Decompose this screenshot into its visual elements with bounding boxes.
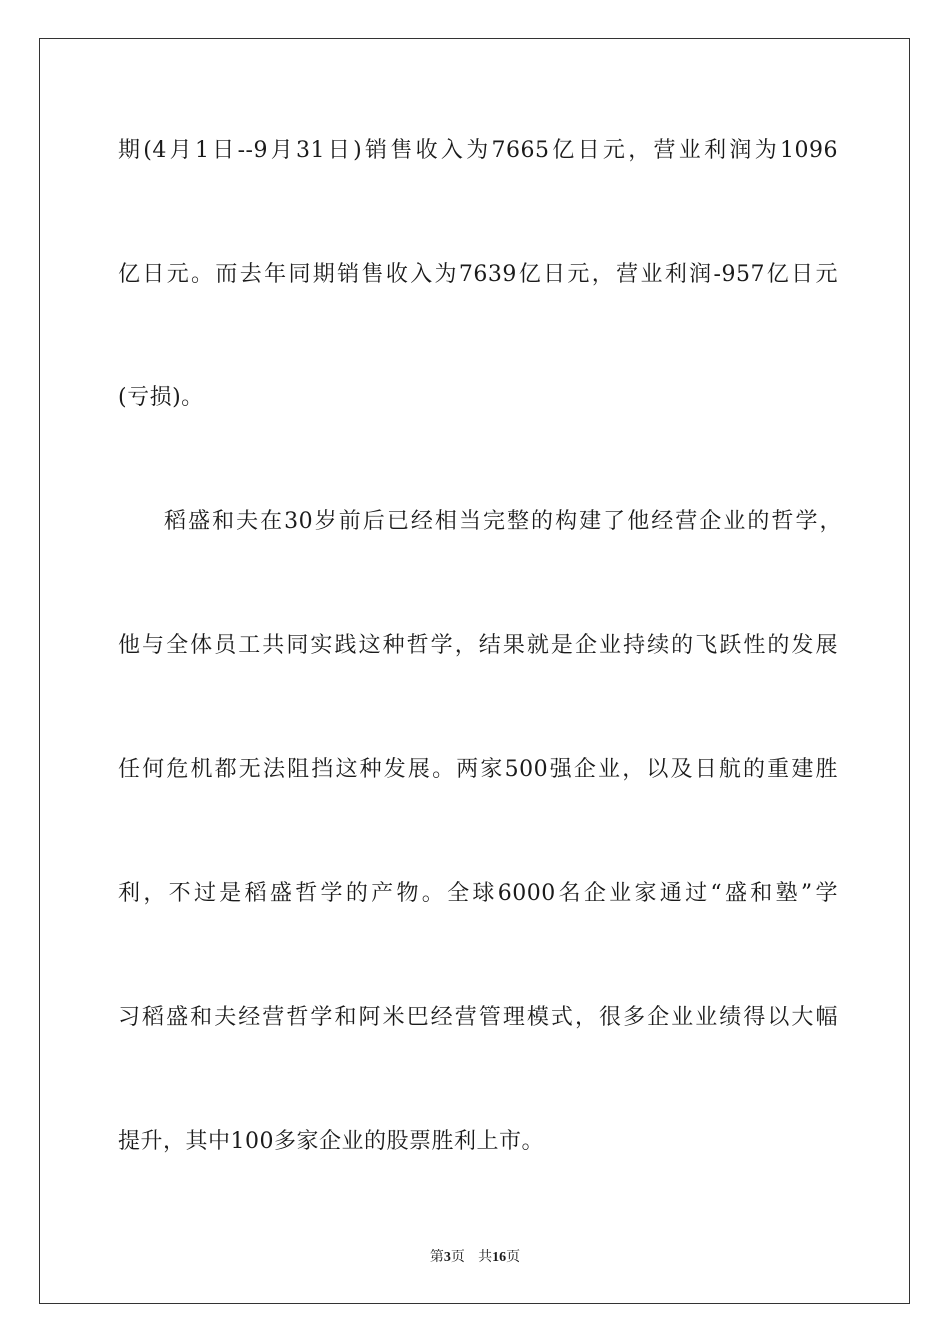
footer-page-prefix: 第 [429, 1249, 444, 1265]
body-text-line-4: 稻盛和夫在30岁前后已经相当完整的构建了他经营企业的哲学， [164, 509, 842, 534]
body-text-line-8: 习稻盛和夫经营哲学和阿米巴经营管理模式，很多企业业绩得以大幅 [118, 1005, 838, 1030]
body-text-line-2: 亿日元。而去年同期销售收入为7639亿日元，营业利润-957亿日元 [118, 262, 838, 287]
body-text-line-3: (亏损)。 [118, 385, 204, 410]
footer-total-prefix: 共 [478, 1249, 493, 1265]
page-footer [0, 1246, 950, 1266]
body-text-line-6: 任何危机都无法阻挡这种发展。两家500强企业，以及日航的重建胜 [118, 757, 838, 782]
page-border [39, 38, 910, 1304]
body-text-line-5: 他与全体员工共同实践这种哲学，结果就是企业持续的飞跃性的发展 [118, 633, 838, 658]
body-text-line-7: 利，不过是稻盛哲学的产物。全球6000名企业家通过“盛和塾”学 [118, 881, 838, 906]
footer-total-pages: 16 [492, 1250, 507, 1265]
footer-total-suffix: 页 [506, 1249, 521, 1265]
body-text-line-9: 提升，其中100多家企业的股票胜利上市。 [118, 1129, 544, 1154]
footer-page-suffix: 页 [450, 1249, 465, 1265]
body-text-line-1: 期(4月1日--9月31日)销售收入为7665亿日元，营业利润为1096 [118, 138, 838, 163]
footer-page-number: 3 [443, 1250, 451, 1265]
